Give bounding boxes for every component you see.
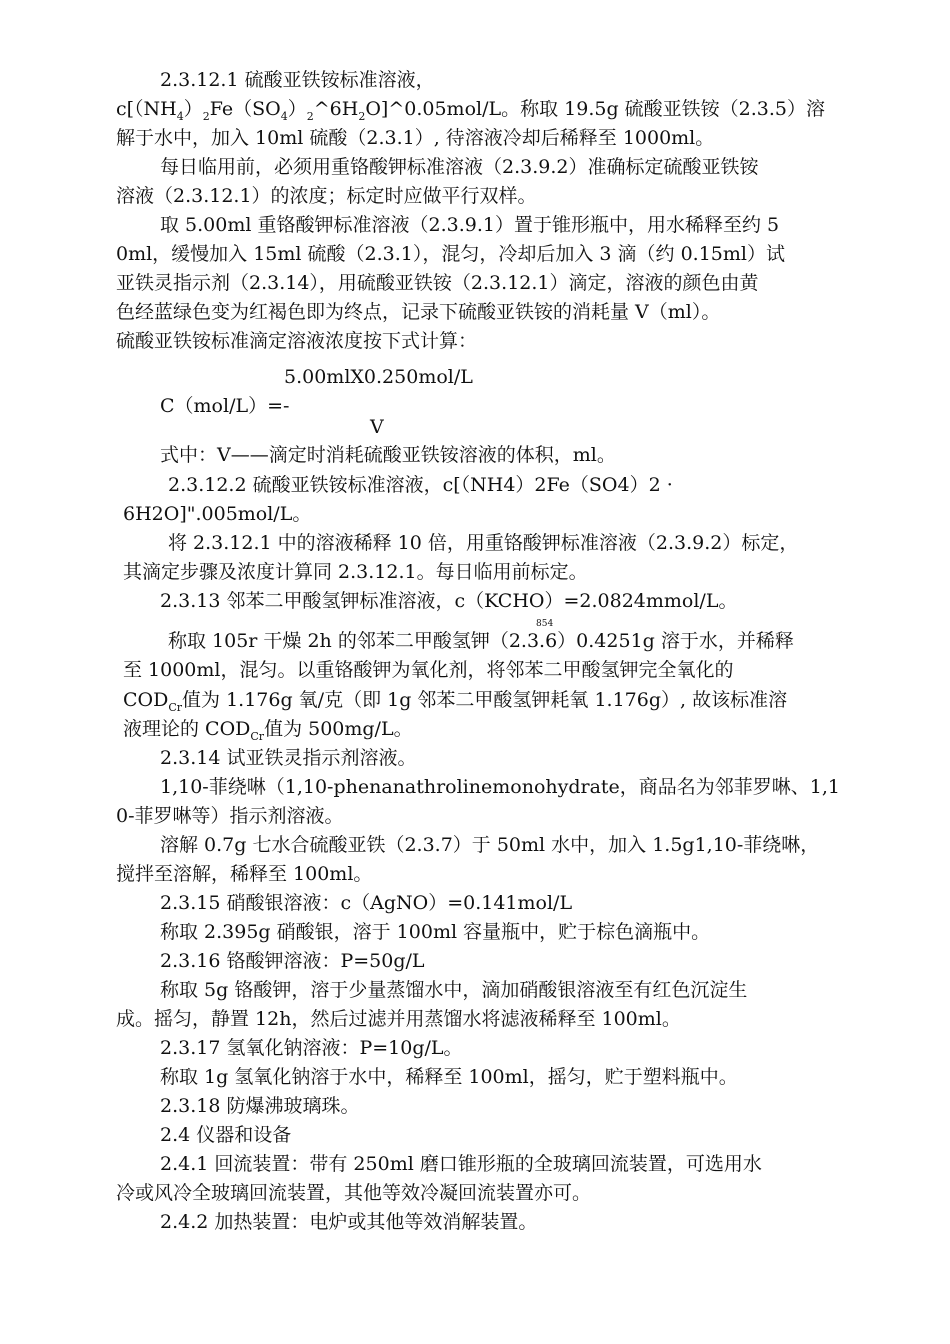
paragraph-line: 至 1000ml，混匀。以重铬酸钾为氧化剂，将邻苯二甲酸氢钾完全氧化的 bbox=[123, 659, 734, 681]
formula-line bbox=[116, 95, 825, 126]
paragraph-line: 2.3.12.1 硫酸亚铁铵标准溶液， bbox=[160, 69, 435, 91]
paragraph-line: 硫酸亚铁铵标准滴定溶液浓度按下式计算： bbox=[116, 330, 478, 352]
section-heading: 2.3.17 氢氧化钠溶液：P=10g/L。 bbox=[160, 1037, 463, 1059]
formula-text: 值为 500mg/L。 bbox=[264, 718, 413, 740]
section-heading: 2.3.12.2 硫酸亚铁铵标准溶液，c[（NH4）2Fe（SO4）2 · bbox=[168, 474, 673, 496]
formula-text: ^6H bbox=[313, 98, 359, 120]
formula-text: COD bbox=[123, 689, 169, 711]
paragraph-line: 称取 2.395g 硝酸银，溶于 100ml 容量瓶中，贮于棕色滴瓶中。 bbox=[160, 921, 711, 943]
subscript: Cr bbox=[250, 730, 265, 743]
paragraph-line bbox=[123, 686, 787, 717]
paragraph-line: 称取 5g 铬酸钾，溶于少量蒸馏水中，滴加硝酸银溶液至有红色沉淀生 bbox=[160, 979, 748, 1001]
paragraph-line: 每日临用前，必须用重铬酸钾标准溶液（2.3.9.2）准确标定硫酸亚铁铵 bbox=[160, 156, 759, 178]
formula-text: O]^0.05mol/L。称取 19.5g 硫酸亚铁铵（2.3.5）溶 bbox=[365, 98, 825, 120]
paragraph-line: 搅拌至溶解，稀释至 100ml。 bbox=[116, 863, 373, 885]
paragraph-line: 称取 1g 氢氧化钠溶于水中，稀释至 100ml，摇匀，贮于塑料瓶中。 bbox=[160, 1066, 738, 1088]
paragraph-line: 其滴定步骤及浓度计算同 2.3.12.1。每日临用前标定。 bbox=[123, 561, 588, 583]
section-heading: 2.3.18 防爆沸玻璃珠。 bbox=[160, 1095, 360, 1117]
paragraph-line: 色经蓝绿色变为红褐色即为终点，记录下硫酸亚铁铵的消耗量 V（ml）。 bbox=[116, 301, 721, 323]
section-heading: 2.3.14 试亚铁灵指示剂溶液。 bbox=[160, 747, 417, 769]
formula-text: ） bbox=[287, 98, 307, 120]
paragraph-line: 0ml，缓慢加入 15ml 硫酸（2.3.1），混匀，冷却后加入 3 滴（约 0.15ml）试 bbox=[116, 243, 785, 265]
paragraph-line: 式中：V——滴定时消耗硫酸亚铁铵溶液的体积，ml。 bbox=[160, 444, 616, 466]
formula-numerator: 5.00mlX0.250mol/L bbox=[284, 366, 473, 388]
paragraph-line: 取 5.00ml 重铬酸钾标准溶液（2.3.9.1）置于锥形瓶中，用水稀释至约 5 bbox=[160, 214, 780, 236]
paragraph-line: 亚铁灵指示剂（2.3.14），用硫酸亚铁铵（2.3.12.1）滴定，溶液的颜色由黄 bbox=[116, 272, 759, 294]
formula-text: Fe（SO bbox=[209, 98, 281, 120]
paragraph-line: 0-菲罗啉等）指示剂溶液。 bbox=[116, 805, 344, 827]
paragraph-line: 溶液（2.3.12.1）的浓度；标定时应做平行双样。 bbox=[116, 185, 537, 207]
section-heading: 2.3.16 铬酸钾溶液：P=50g/L bbox=[160, 950, 425, 972]
paragraph-line: 称取 105r 干燥 2h 的邻苯二甲酸氢钾（2.3.6）0.4251g 溶于水，并稀释 bbox=[168, 630, 794, 652]
paragraph-line: 将 2.3.12.1 中的溶液稀释 10 倍，用重铬酸钾标准溶液（2.3.9.2）标定， bbox=[168, 532, 799, 554]
section-heading: 2.3.13 邻苯二甲酸氢钾标准溶液，c（KCHO）=2.0824mmol/L。 bbox=[160, 590, 738, 612]
paragraph-line bbox=[123, 715, 413, 746]
paragraph-line: 2.4.1 回流装置：带有 250ml 磨口锥形瓶的全玻璃回流装置，可选用水 bbox=[160, 1153, 762, 1175]
formula-denominator: V bbox=[370, 416, 384, 438]
paragraph-line: 解于水中，加入 10ml 硫酸（2.3.1）, 待溶液冷却后稀释至 1000ml。 bbox=[116, 127, 715, 149]
subscript-annotation: 854 bbox=[536, 619, 554, 629]
formula-text: 值为 1.176g 氧/克（即 1g 邻苯二甲酸氢钾耗氧 1.176g）, 故该标准溶 bbox=[182, 689, 788, 711]
formula-text: ） bbox=[183, 98, 203, 120]
paragraph-line: 6H2O]".005mol/L。 bbox=[123, 503, 312, 525]
subscript: 4 bbox=[176, 110, 184, 123]
formula-text: 液理论的 COD bbox=[123, 718, 251, 740]
formula-text: c[（NH bbox=[116, 98, 177, 120]
subscript: 2 bbox=[358, 110, 366, 123]
subscript: 2 bbox=[202, 110, 210, 123]
subscript: 4 bbox=[280, 110, 288, 123]
paragraph-line: 成。摇匀，静置 12h，然后过滤并用蒸馏水将滤液稀释至 100ml。 bbox=[116, 1008, 681, 1030]
subscript: 2 bbox=[306, 110, 314, 123]
section-heading: 2.3.15 硝酸银溶液：c（AgNO）=0.141mol/L bbox=[160, 892, 573, 914]
section-heading: 2.4 仪器和设备 bbox=[160, 1124, 292, 1146]
paragraph-line: 冷或风冷全玻璃回流装置，其他等效冷凝回流装置亦可。 bbox=[116, 1182, 592, 1204]
paragraph-line: 溶解 0.7g 七水合硫酸亚铁（2.3.7）于 50ml 水中，加入 1.5g1,10-菲绕啉， bbox=[160, 834, 820, 856]
paragraph-line: 1,10-菲绕啉（1,10-phenanathrolinemonohydrate，商品名为邻菲罗啉、1,1 bbox=[160, 776, 841, 798]
paragraph-line: 2.4.2 加热装置：电炉或其他等效消解装置。 bbox=[160, 1211, 538, 1233]
formula-lhs: C（mol/L）=- bbox=[160, 395, 290, 417]
subscript: Cr bbox=[168, 701, 183, 714]
